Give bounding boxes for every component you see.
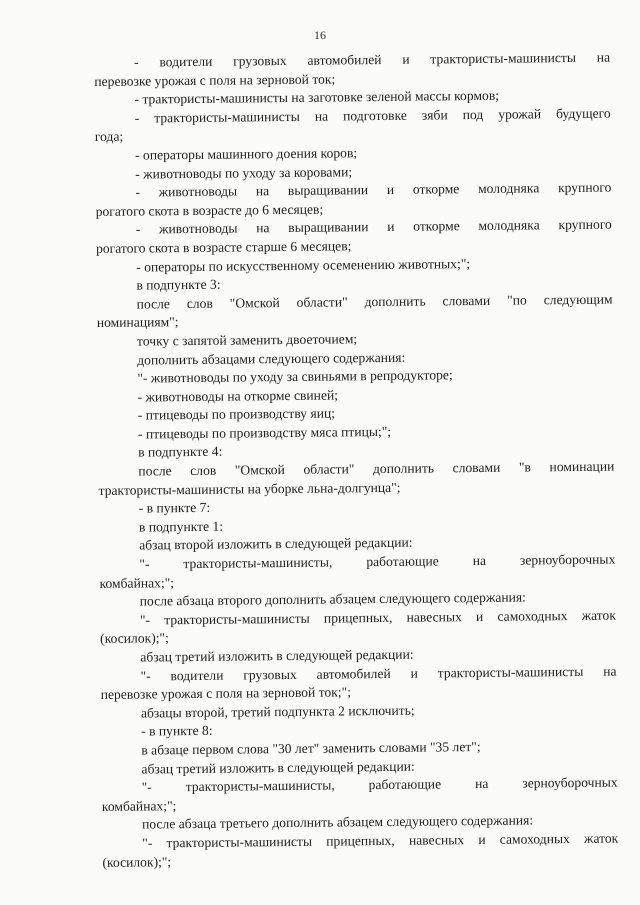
text-line: комбайнах;"; — [99, 574, 175, 591]
text-line: - операторы машинного доения коров; — [134, 145, 358, 163]
text-line: абзац третий изложить в следующей редакции: — [141, 758, 415, 777]
text-line: после слов "Омской области" дополнить словами "в номинации — [138, 458, 615, 479]
text-line: - птицеводы по производству мяса птицы;"; — [137, 423, 392, 442]
text-line: после абзаца второго дополнить абзацем следующего содержания: — [139, 589, 526, 609]
text-line: - водители грузовых автомобилей и трактористы-машинисты на — [134, 49, 611, 70]
text-line: в подпункте 3: — [136, 276, 221, 293]
text-line: (косилок);"; — [100, 630, 169, 647]
text-line: рогатого скота в возрасте старше 6 месяцев; — [95, 238, 352, 256]
text-line: в подпункте 1: — [138, 518, 224, 535]
text-line: "- трактористы-машинисты, работающие на зерноуборочных — [139, 551, 616, 572]
text-line: в подпункте 4: — [138, 444, 223, 461]
text-line: перевозке урожая с поля на зерновой ток;"; — [100, 684, 352, 703]
text-line: - птицеводы по производству яиц; — [137, 405, 336, 423]
text-line: абзацы второй, третий подпункта 2 исключить; — [140, 702, 415, 721]
text-line: "- трактористы-машинисты прицепных, навесных и самоходных жаток — [142, 830, 619, 851]
text-line: "- трактористы-машинисты прицепных, навесных и самоходных жаток — [139, 607, 616, 628]
text-line: абзац третий изложить в следующей редакции: — [140, 646, 414, 665]
text-line: - в пункте 8: — [141, 723, 213, 739]
text-line: "- трактористы-машинисты, работающие на зерноуборочных — [141, 774, 618, 795]
text-line: - трактористы-машинисты на подготовке зяби под урожай будущего — [134, 105, 611, 126]
document-body — [94, 49, 619, 872]
text-line: перевозке урожая с поля на зерновой ток; — [94, 71, 336, 89]
text-line: - животноводы на выращивании и откорме молодняка крупного — [135, 179, 612, 200]
text-line: "- водители грузовых автомобилей и трактористы-машинисты на — [140, 663, 617, 684]
text-line: (косилок);"; — [102, 853, 172, 870]
text-line: трактористы-машинисты на уборке льна-долгунца"; — [98, 479, 401, 498]
text-line: "- животноводы по уходу за свиньями в репродукторе; — [137, 367, 453, 386]
text-line: дополнить абзацами следующего содержания: — [137, 349, 406, 368]
text-line: - в пункте 7: — [138, 500, 211, 516]
text-line: - животноводы по уходу за коровами; — [135, 163, 353, 182]
text-line: - трактористы-машинисты на заготовке зеленой массы кормов; — [134, 87, 500, 107]
text-line: - животноводы на выращивании и откорме молодняка крупного — [135, 216, 612, 237]
text-line: комбайнах;"; — [101, 797, 177, 814]
text-line: после абзаца третьего дополнить абзацем следующего содержания: — [141, 812, 534, 832]
text-line: точку с запятой заменить двоеточием; — [136, 331, 358, 349]
text-line: в абзаце первом слова "30 лет" заменить словами "35 лет"; — [141, 738, 481, 758]
text-line: после слов "Омской области" дополнить словами "по следующим — [136, 291, 613, 312]
page-number: 16 — [314, 28, 326, 42]
text-line: - животноводы на откорме свиней; — [137, 387, 339, 405]
text-line: - операторы по искусственному осеменению животных;"; — [136, 255, 471, 275]
text-line: рогатого скота в возрасте до 6 месяцев; — [95, 201, 324, 219]
text-line: номинациям"; — [96, 314, 179, 331]
text-line: абзац второй изложить в следующей редакции: — [139, 535, 413, 553]
text-line: года; — [94, 129, 124, 145]
